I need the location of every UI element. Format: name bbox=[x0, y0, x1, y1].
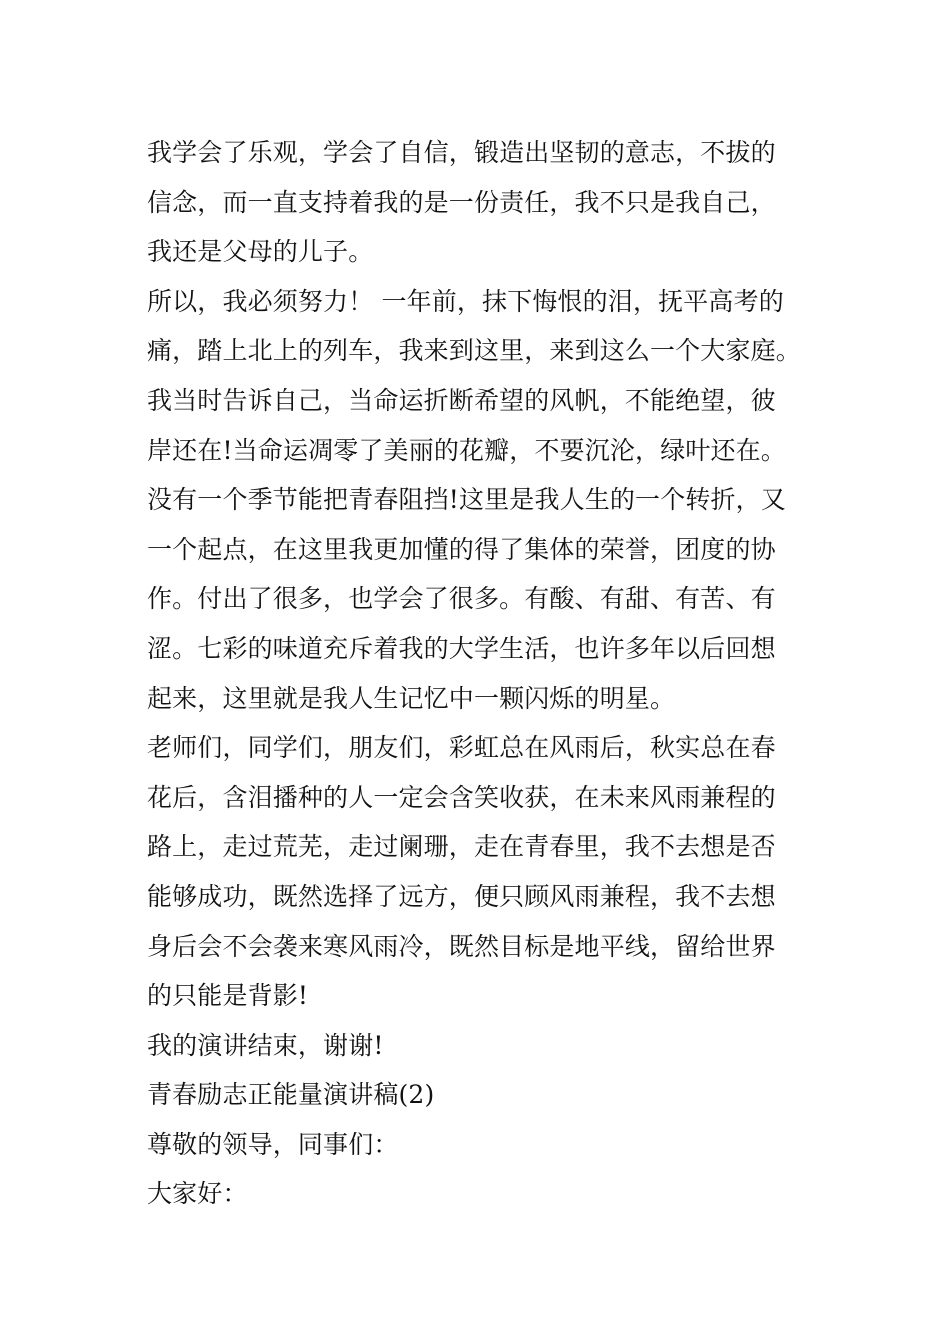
text-line: 我当时告诉自己，当命运折断希望的风帆，不能绝望，彼 bbox=[147, 385, 776, 415]
text-line: 没有一个季节能把青春阻挡!这里是我人生的一个转折，又 bbox=[147, 485, 786, 515]
closing-line bbox=[147, 1021, 812, 1071]
paragraph-1 bbox=[147, 128, 812, 277]
text-line: 所以，我必须努力！ 一年前，抹下悔恨的泪，抚平高考的 bbox=[147, 286, 784, 316]
text-line: 路上，走过荒芜，走过阑珊，走在青春里，我不去想是否 bbox=[147, 832, 776, 862]
text-line: 我的演讲结束，谢谢! bbox=[147, 1030, 384, 1060]
text-line: 作。付出了很多，也学会了很多。有酸、有甜、有苦、有 bbox=[147, 584, 776, 614]
text-line: 大家好： bbox=[147, 1179, 248, 1209]
document-body bbox=[147, 128, 812, 1219]
text-line: 尊敬的领导，同事们： bbox=[147, 1129, 399, 1159]
text-line: 身后会不会袭来寒风雨冷，既然目标是地平线，留给世界 bbox=[147, 931, 776, 961]
text-line: 青春励志正能量演讲稿(2) bbox=[147, 1080, 435, 1110]
text-line: 痛，踏上北上的列车，我来到这里，来到这么一个大家庭。 bbox=[147, 336, 801, 366]
section-title bbox=[147, 1070, 812, 1120]
text-line: 老师们，同学们，朋友们，彩虹总在风雨后，秋实总在春 bbox=[147, 733, 776, 763]
greeting bbox=[147, 1169, 812, 1219]
text-line: 的只能是背影! bbox=[147, 981, 309, 1011]
text-line: 涩。七彩的味道充斥着我的大学生活，也许多年以后回想 bbox=[147, 633, 776, 663]
text-line: 我学会了乐观，学会了自信，锻造出坚韧的意志，不拔的 bbox=[147, 138, 776, 167]
paragraph-3 bbox=[147, 723, 812, 1021]
text-line: 岸还在!当命运凋零了美丽的花瓣，不要沉沦，绿叶还在。 bbox=[147, 435, 786, 465]
text-line: 一个起点，在这里我更加懂的得了集体的荣誉，团度的协 bbox=[147, 534, 776, 564]
text-line: 能够成功，既然选择了远方，便只顾风雨兼程，我不去想 bbox=[147, 881, 776, 911]
text-line: 花后，含泪播种的人一定会含笑收获，在未来风雨兼程的 bbox=[147, 782, 776, 812]
text-line: 信念，而一直支持着我的是一份责任，我不只是我自己， bbox=[147, 187, 776, 217]
text-line: 起来，这里就是我人生记忆中一颗闪烁的明星。 bbox=[147, 683, 676, 713]
salutation bbox=[147, 1120, 812, 1170]
paragraph-2 bbox=[147, 277, 812, 723]
text-line: 我还是父母的儿子。 bbox=[147, 237, 374, 267]
